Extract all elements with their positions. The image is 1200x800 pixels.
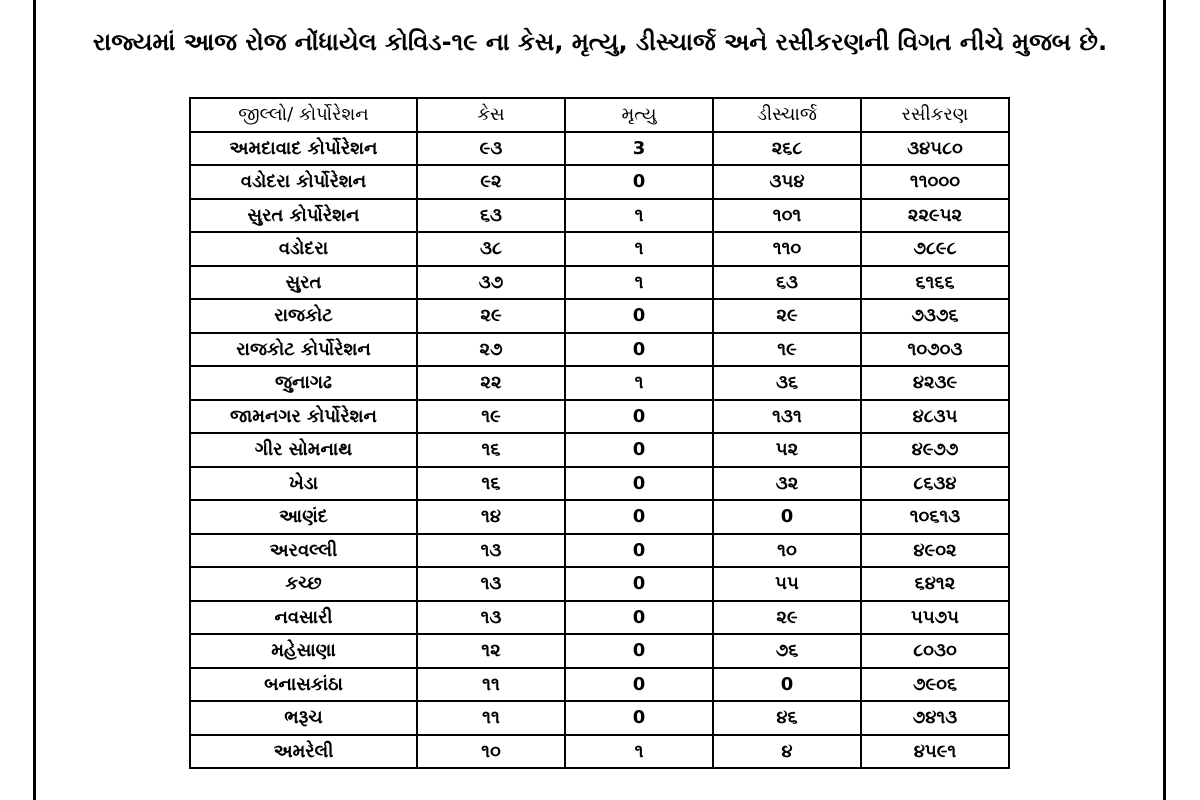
- cell-cases: ૬૩: [417, 199, 565, 233]
- cell-discharge: ૩૬: [713, 366, 861, 400]
- cell-district: સુરત કોર્પોરેશન: [190, 199, 417, 233]
- cell-discharge: ૨૯: [713, 299, 861, 333]
- cell-discharge: ૩૫૪: [713, 165, 861, 199]
- table-row: [190, 132, 1009, 166]
- cell-deaths: 0: [565, 433, 713, 467]
- cell-deaths: 0: [565, 333, 713, 367]
- header-deaths: મૃત્યુ: [565, 98, 713, 132]
- cell-vaccination: ૮૦૩૦: [861, 634, 1009, 668]
- cell-vaccination: ૧૦૭૦૩: [861, 333, 1009, 367]
- cell-cases: ૧૯: [417, 400, 565, 434]
- cell-deaths: 0: [565, 400, 713, 434]
- cell-cases: ૧૦: [417, 735, 565, 769]
- cell-district: રાજકોટ કોર્પોરેશન: [190, 333, 417, 367]
- header-discharge: ડીસ્ચાર્જ: [713, 98, 861, 132]
- table-row: [190, 701, 1009, 735]
- header-cases: કેસ: [417, 98, 565, 132]
- cell-deaths: 0: [565, 467, 713, 501]
- cell-district: વડોદરા: [190, 232, 417, 266]
- cell-discharge: ૧૦: [713, 534, 861, 568]
- cell-vaccination: ૭૪૧૩: [861, 701, 1009, 735]
- cell-district: બનાસકાંઠા: [190, 668, 417, 702]
- cell-discharge: ૭૬: [713, 634, 861, 668]
- cell-discharge: 0: [713, 500, 861, 534]
- cell-deaths: 0: [565, 567, 713, 601]
- cell-cases: ૧૬: [417, 433, 565, 467]
- cell-discharge: ૨૯: [713, 601, 861, 635]
- header-vaccination: રસીકરણ: [861, 98, 1009, 132]
- table-row: [190, 567, 1009, 601]
- cell-discharge: ૪૬: [713, 701, 861, 735]
- page-border-left: [33, 0, 36, 800]
- cell-district: ગીર સોમનાથ: [190, 433, 417, 467]
- cell-deaths: 0: [565, 165, 713, 199]
- cell-deaths: ૧: [565, 232, 713, 266]
- table-row: [190, 534, 1009, 568]
- cell-deaths: 0: [565, 299, 713, 333]
- cell-vaccination: ૭૯૦૬: [861, 668, 1009, 702]
- cell-district: ભરૂચ: [190, 701, 417, 735]
- table-row: [190, 400, 1009, 434]
- cell-district: જુનાગઢ: [190, 366, 417, 400]
- cell-cases: ૧૪: [417, 500, 565, 534]
- table-row: [190, 333, 1009, 367]
- cell-cases: ૩૭: [417, 266, 565, 300]
- cell-deaths: ૧: [565, 266, 713, 300]
- cell-district: અમદાવાદ કોર્પોરેશન: [190, 132, 417, 166]
- table-row: [190, 735, 1009, 769]
- table-row: [190, 500, 1009, 534]
- table-body: [190, 132, 1009, 769]
- table-row: [190, 165, 1009, 199]
- cell-cases: ૧૩: [417, 567, 565, 601]
- table-row: [190, 299, 1009, 333]
- cell-district: રાજકોટ: [190, 299, 417, 333]
- cell-discharge: ૫૨: [713, 433, 861, 467]
- table-row: [190, 601, 1009, 635]
- cell-vaccination: ૭૮૯૮: [861, 232, 1009, 266]
- table-row: [190, 232, 1009, 266]
- cell-district: જામનગર કોર્પોરેશન: [190, 400, 417, 434]
- cell-vaccination: ૪૯૭૭: [861, 433, 1009, 467]
- table-row: [190, 366, 1009, 400]
- cell-cases: ૧૬: [417, 467, 565, 501]
- cell-deaths: 3: [565, 132, 713, 166]
- cell-cases: ૨૨: [417, 366, 565, 400]
- cell-deaths: ૧: [565, 199, 713, 233]
- cell-discharge: 0: [713, 668, 861, 702]
- table-row: [190, 266, 1009, 300]
- cell-district: આણંદ: [190, 500, 417, 534]
- cell-discharge: ૧૧૦: [713, 232, 861, 266]
- cell-vaccination: ૪૯૦૨: [861, 534, 1009, 568]
- cell-vaccination: ૪૨૩૯: [861, 366, 1009, 400]
- cell-cases: ૧૧: [417, 668, 565, 702]
- cell-deaths: 0: [565, 634, 713, 668]
- cell-discharge: ૫૫: [713, 567, 861, 601]
- covid-district-table: [189, 97, 1010, 769]
- cell-deaths: 0: [565, 601, 713, 635]
- cell-deaths: 0: [565, 668, 713, 702]
- cell-discharge: ૧૯: [713, 333, 861, 367]
- cell-vaccination: ૬૧૬૬: [861, 266, 1009, 300]
- cell-vaccination: ૮૬૩૪: [861, 467, 1009, 501]
- cell-cases: ૧૩: [417, 534, 565, 568]
- cell-deaths: ૧: [565, 735, 713, 769]
- cell-district: સુરત: [190, 266, 417, 300]
- cell-district: અમરેલી: [190, 735, 417, 769]
- cell-district: મહેસાણા: [190, 634, 417, 668]
- cell-district: કચ્છ: [190, 567, 417, 601]
- cell-cases: ૧૧: [417, 701, 565, 735]
- cell-district: નવસારી: [190, 601, 417, 635]
- header-district: જીલ્લો/ કોર્પોરેશન: [190, 98, 417, 132]
- cell-vaccination: ૧૧૦૦૦: [861, 165, 1009, 199]
- cell-cases: ૯૩: [417, 132, 565, 166]
- cell-cases: ૩૮: [417, 232, 565, 266]
- cell-deaths: 0: [565, 701, 713, 735]
- cell-vaccination: ૩૪૫૮૦: [861, 132, 1009, 166]
- table-row: [190, 433, 1009, 467]
- table-row: [190, 668, 1009, 702]
- cell-cases: ૧૨: [417, 634, 565, 668]
- cell-district: ખેડા: [190, 467, 417, 501]
- cell-discharge: ૪: [713, 735, 861, 769]
- cell-discharge: ૨૬૮: [713, 132, 861, 166]
- page-heading: રાજ્યમાં આજ રોજ નોંધાયેલ કોવિડ-૧૯ ના કેસ, મૃત્યુ, ડીસ્ચાર્જ અને રસીકરણની વિગત નીચે મુજબ છે.: [92, 28, 1108, 56]
- cell-deaths: ૧: [565, 366, 713, 400]
- table-header-row: [190, 98, 1009, 132]
- cell-district: અરવલ્લી: [190, 534, 417, 568]
- table-row: [190, 199, 1009, 233]
- page-border-right: [1163, 0, 1166, 800]
- cell-vaccination: ૫૫૭૫: [861, 601, 1009, 635]
- cell-vaccination: ૨૨૯૫૨: [861, 199, 1009, 233]
- cell-vaccination: ૪૫૯૧: [861, 735, 1009, 769]
- table-row: [190, 634, 1009, 668]
- cell-deaths: 0: [565, 534, 713, 568]
- cell-cases: ૧૩: [417, 601, 565, 635]
- table-row: [190, 467, 1009, 501]
- cell-cases: ૨૭: [417, 333, 565, 367]
- cell-discharge: ૩૨: [713, 467, 861, 501]
- cell-deaths: 0: [565, 500, 713, 534]
- cell-vaccination: ૬૪૧૨: [861, 567, 1009, 601]
- cell-discharge: ૬૩: [713, 266, 861, 300]
- cell-discharge: ૧૩૧: [713, 400, 861, 434]
- cell-vaccination: ૪૮૩૫: [861, 400, 1009, 434]
- cell-cases: ૨૯: [417, 299, 565, 333]
- cell-cases: ૯૨: [417, 165, 565, 199]
- cell-vaccination: ૧૦૬૧૩: [861, 500, 1009, 534]
- cell-discharge: ૧૦૧: [713, 199, 861, 233]
- cell-vaccination: ૭૩૭૬: [861, 299, 1009, 333]
- cell-district: વડોદરા કોર્પોરેશન: [190, 165, 417, 199]
